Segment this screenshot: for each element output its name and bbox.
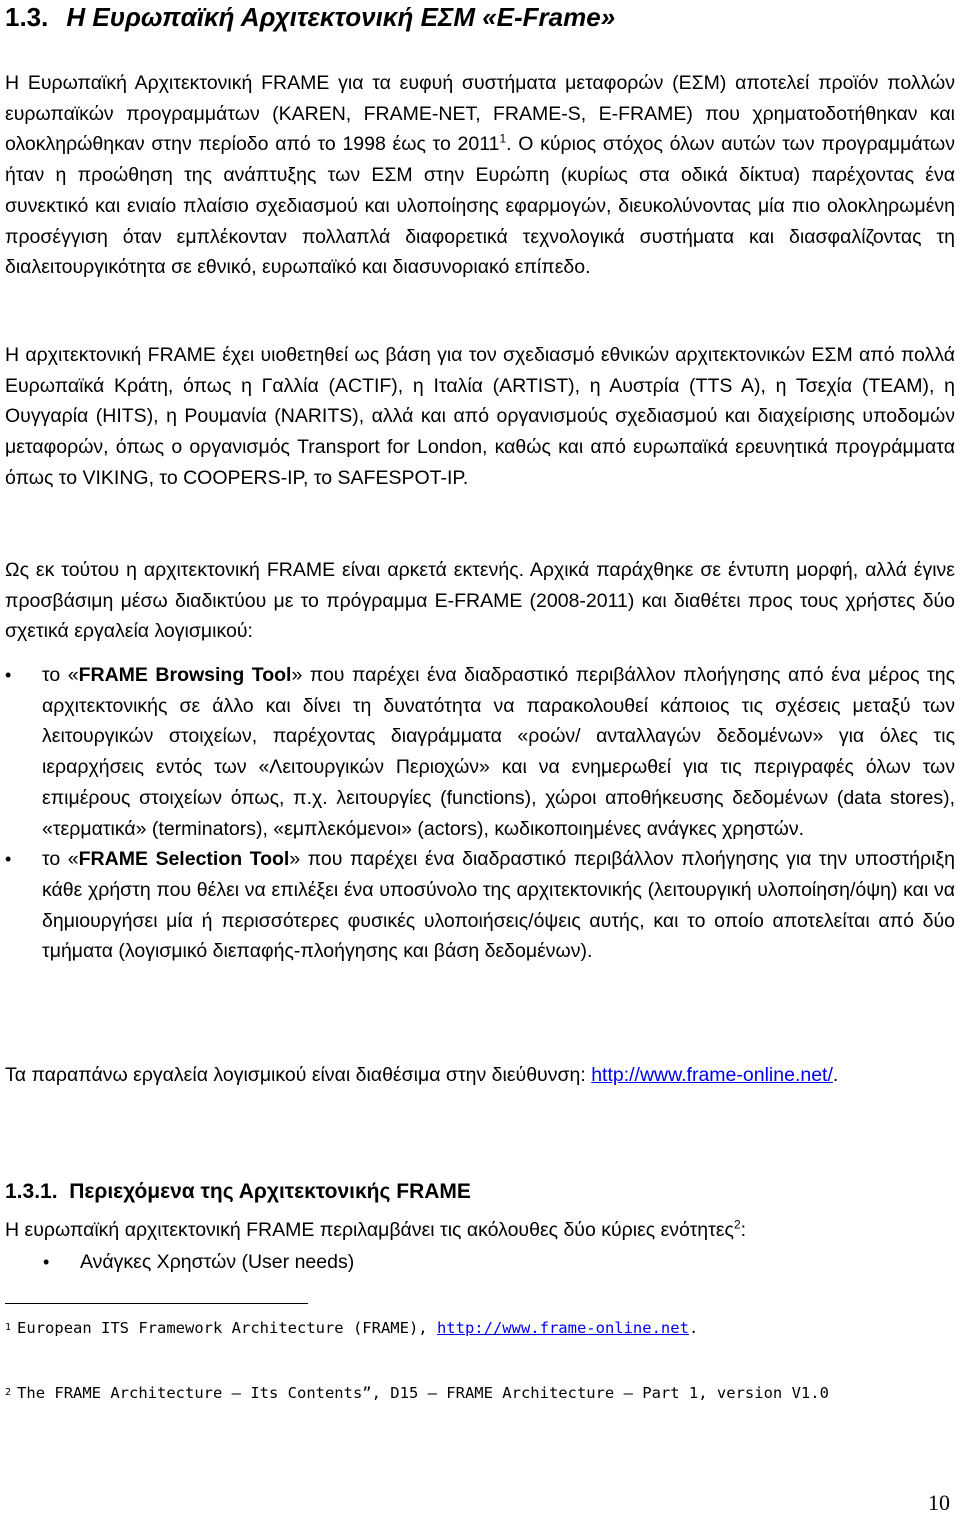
list-item-text: Ανάγκες Χρηστών (User needs) [80,1251,355,1273]
list-item-prefix: το « [42,664,79,686]
section-heading [5,0,615,34]
footnote-2 [5,1383,955,1403]
list-item-text: » που παρέχει ένα διαδραστικό περιβάλλον πλοήγησης από ένα μέρος της αρχιτεκτονικής σε άλλο και δίνει τη δυνατότητα να παρακολουθεί κάποιος τις σχέσεις μεταξύ των λειτουργικών στοιχείων, παρέχοντας διαγράμματα «ροών/ ανταλλαγών δεδομένων» για όλες τις ιεραρχήσεις εντός των «Λειτουργικών Περιοχών» και να ενημερωθεί για τις περιγραφές όλων των επιμέρους στοιχείων όπως, π.χ. λειτουργίες (functions), χώροι αποθήκευσης δεδομένων (data stores), «τερματικά» (terminators), «εμπλεκόμενοι» (actors), κωδικοποιημένες ανάγκες χρηστών. [42,664,955,840]
tool-name: FRAME Selection Tool [78,848,290,871]
footnote-text: The FRAME Architecture – Its Contents”, D15 – FRAME Architecture – Part 1, version V1.0 [17,1384,829,1402]
paragraph-adoption: Η αρχιτεκτονική FRAME έχει υιοθετηθεί ως βάση για τον σχεδιασμό εθνικών αρχιτεκτονικών ΕΣΜ από πολλά Ευρωπαϊκά Κράτη, όπως η Γαλλία (ACTIF), η Ιταλία (ARTIST), η Αυστρία (TTS A), η Τσεχία (TEAM), η Ουγγαρία (HITS), η Ρουμανία (NARITS), αλλά και από οργανισμούς σχεδιασμού και διαχείρισης υποδομών μεταφορών, όπως ο οργανισμός Transport for London, καθώς και από ευρωπαϊκά ερευνητικά προγράμματα όπως το VIKING, το COOPERS-IP, το SAFESPOT-IP. [5,344,955,489]
bullet-icon: • [43,1252,50,1272]
footnote-end: . [688,1319,699,1337]
section-title: Η Ευρωπαϊκή Αρχιτεκτονική ΕΣΜ «E-Frame» [66,2,616,32]
bullet-icon: • [5,849,12,870]
paragraph-contents [5,1215,955,1246]
availability-end: . [832,1064,839,1086]
tool-name: FRAME Browsing Tool [78,664,292,686]
bullet-icon: • [5,665,12,685]
footnote-text: European ITS Framework Architecture (FRAME), [17,1319,437,1337]
footnote-link[interactable]: http://www.frame-online.net [436,1319,689,1337]
footnote-ref-2[interactable]: 2 [733,1217,741,1232]
section-number: 1.3. [5,2,49,32]
paragraph-intro-text-a: Η Ευρωπαϊκή Αρχιτεκτονική FRAME για τα ευφυή συστήματα μεταφορών (ΕΣΜ) αποτελεί προϊόν πολλών ευρωπαϊκών προγραμμάτων (KAREN, FRAME-NET, FRAME-S, E-FRAME) που χρηματοδοτήθηκαν και ολοκληρώθηκαν στην περίοδο από το 1998 έως το 2011 [5,72,955,156]
list-item [43,1247,955,1278]
footnote-ref-1[interactable]: 1 [499,131,507,146]
paragraph-intro-text-b: . Ο κύριος στόχος όλων αυτών των προγραμμάτων ήταν η προώθηση της ανάπτυξης των ΕΣΜ στην Ευρώπη (κυρίως στα οδικά δίκτυα) παρέχοντας ένα συνεκτικό και ενιαίο πλαίσιο σχεδιασμού και υλοποίησης εφαρμογών, διευκολύνοντας μία πιο ολοκληρωμένη προσέγγιση όταν εμπλέκονταν πολλαπλά διαφορετικά τεχνολογικά συστήματα και διασφαλίζοντας τη διαλειτουργικότητα σε εθνικό, ευρωπαϊκό και διασυνοριακό επίπεδο. [5,133,956,279]
paragraph-availability [5,1060,955,1091]
contents-list [5,1247,955,1278]
footnote-divider [5,1303,308,1304]
frame-online-link[interactable]: http://www.frame-online.net/ [591,1064,833,1086]
tools-list [5,660,955,967]
list-item-text: » που παρέχει ένα διαδραστικό περιβάλλον πλοήγησης για την υποστήριξη κάθε χρήστη που θέλει να επιλέξει ένα υποσύνολο της αρχιτεκτονικής (λειτουργική υλοποίηση/όψη) και να δημιουργήσει μία ή περισσότερες φυσικές υλοποιήσεις/όψεις αυτής, και το οποίο αποτελείται από δύο τμήματα (λογισμικό διεπαφής-πλοήγησης και βάση δεδομένων). [42,848,955,963]
contents-end: : [740,1219,747,1241]
list-item [5,844,955,967]
list-item [5,660,955,844]
subsection-number: 1.3.1. [5,1180,58,1203]
list-item-prefix: το « [42,848,79,871]
footnote-1 [5,1318,955,1338]
subsection-heading [5,1177,471,1207]
paragraph-tools: Ως εκ τούτου η αρχιτεκτονική FRAME είναι αρκετά εκτενής. Αρχικά παράχθηκε σε έντυπη μορφή, αλλά έγινε προσβάσιμη μέσω διαδικτύου με το πρόγραμμα E-FRAME (2008-2011) και διαθέτει προς τους χρήστες δύο σχετικά εργαλεία λογισμικού: [5,559,955,643]
paragraph-intro [5,68,955,283]
footnote-number: 1 [5,1322,12,1333]
footnote-number: 2 [5,1387,12,1398]
subsection-title: Περιεχόμενα της Αρχιτεκτονικής FRAME [69,1180,471,1203]
contents-text: Η ευρωπαϊκή αρχιτεκτονική FRAME περιλαμβάνει τις ακόλουθες δύο κύριες ενότητες [5,1219,734,1241]
availability-text: Τα παραπάνω εργαλεία λογισμικού είναι διαθέσιμα στην διεύθυνση: [5,1064,592,1086]
page-number: 10 [928,1490,950,1515]
